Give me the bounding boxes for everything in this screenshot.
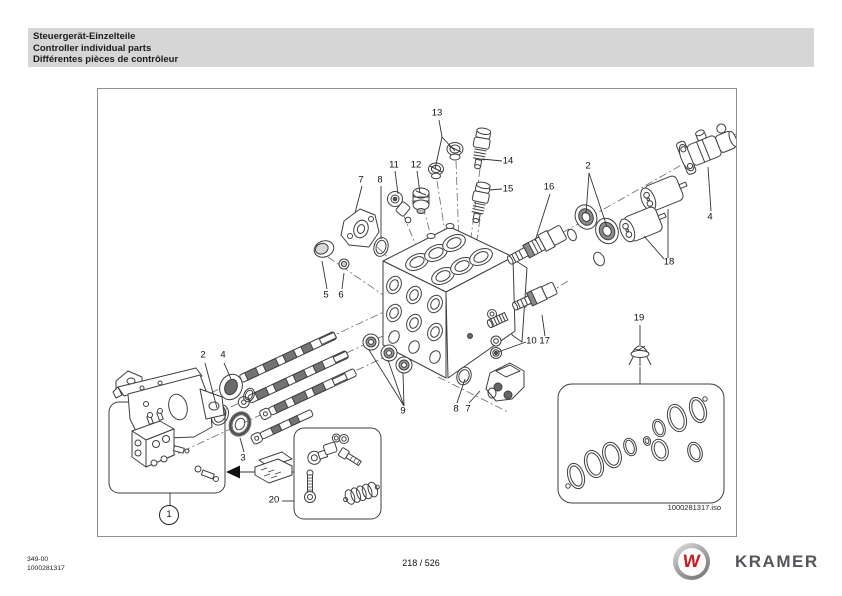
callout-12: 12 bbox=[410, 159, 422, 171]
callout-19: 19 bbox=[633, 312, 645, 324]
valve-block bbox=[383, 224, 527, 379]
callout-18: 18 bbox=[663, 256, 675, 268]
header-title-de: Steuergerät-Einzelteile bbox=[33, 31, 136, 42]
callout-15: 15 bbox=[502, 183, 514, 195]
end-cap-and-plugs bbox=[312, 209, 390, 269]
callout-13: 13 bbox=[431, 107, 443, 119]
callout-7-top: 7 bbox=[358, 174, 364, 186]
callout-6: 6 bbox=[338, 289, 344, 301]
callout-3: 3 bbox=[240, 452, 246, 464]
callout-10-17: 10 17 bbox=[526, 335, 550, 347]
drawing-file-label: 1000281317.iso bbox=[667, 503, 721, 512]
right-side-parts bbox=[504, 119, 736, 269]
page-indicator: 218 / 526 bbox=[402, 558, 440, 568]
header-title-en: Controller individual parts bbox=[33, 42, 152, 54]
seal-kit-box bbox=[558, 384, 724, 503]
callout-4-left: 4 bbox=[220, 349, 226, 361]
kramer-logo bbox=[673, 543, 819, 580]
doc-code: 349-00 bbox=[27, 556, 49, 563]
callout-1: 1 bbox=[159, 505, 179, 525]
doc-number: 1000281317 bbox=[27, 564, 65, 572]
callout-11: 11 bbox=[389, 159, 399, 171]
callout-20: 20 bbox=[268, 494, 280, 506]
callout-5: 5 bbox=[323, 289, 329, 301]
document-codes bbox=[27, 556, 65, 573]
callout-16: 16 bbox=[543, 181, 555, 193]
callout-9: 9 bbox=[400, 405, 406, 417]
logo-monogram: W bbox=[682, 551, 702, 571]
brand-name: KRAMER bbox=[735, 551, 819, 571]
callout-2-right: 2 bbox=[585, 160, 591, 172]
callout-14: 14 bbox=[502, 155, 514, 167]
pointer-arrow-icon bbox=[226, 466, 240, 479]
top-plugs-and-valves bbox=[388, 127, 493, 224]
callout-2-left: 2 bbox=[200, 349, 206, 361]
mounting-bracket-assembly bbox=[113, 368, 224, 482]
callout-8-top: 8 bbox=[377, 174, 383, 186]
callout-4-right: 4 bbox=[707, 211, 713, 223]
page-header bbox=[28, 28, 814, 67]
kramer-logo-icon bbox=[673, 543, 710, 580]
header-title-fr: Différentes pièces de contrôleur bbox=[33, 54, 179, 65]
callout-8-bottom: 8 bbox=[453, 403, 459, 415]
linkage-kit bbox=[226, 428, 382, 519]
callout-7-bottom: 7 bbox=[465, 403, 471, 415]
